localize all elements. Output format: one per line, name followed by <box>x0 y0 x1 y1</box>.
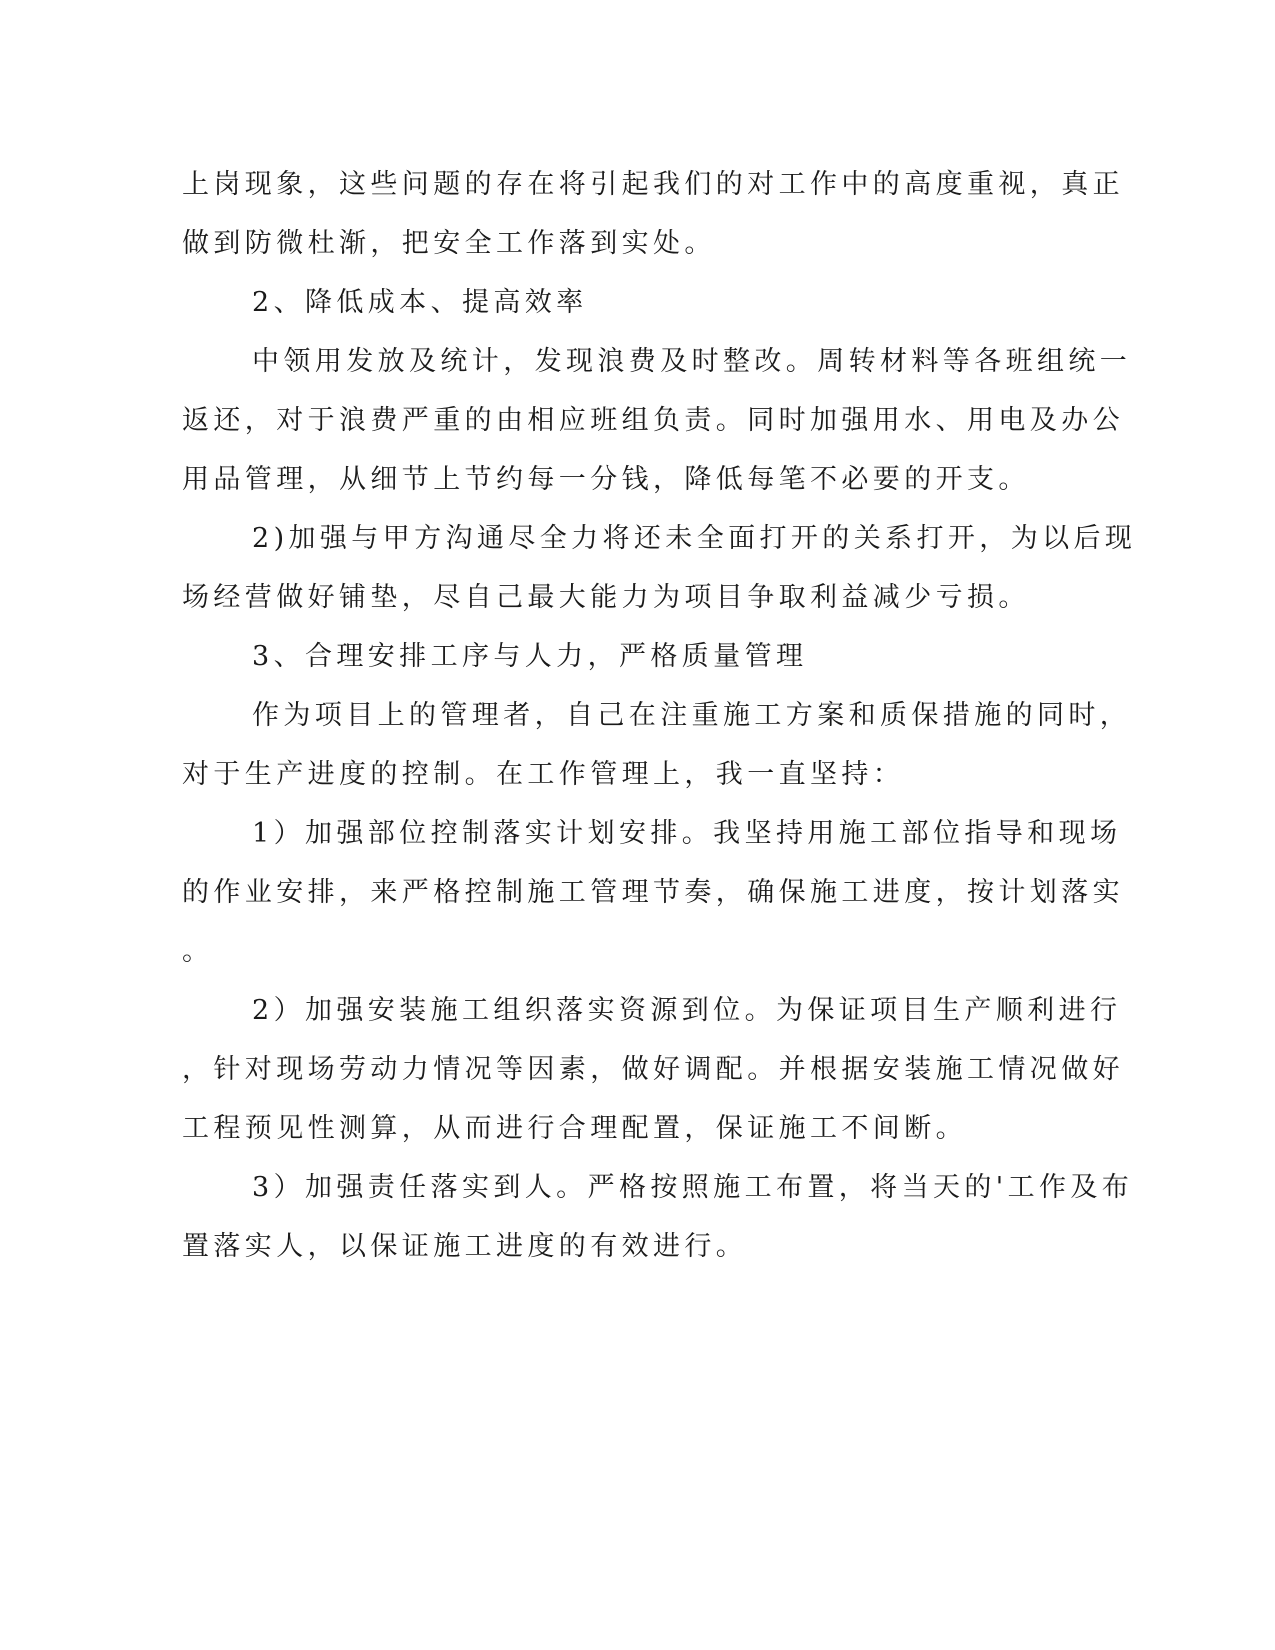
text-line: 置落实人，以保证施工进度的有效进行。 <box>182 1231 748 1262</box>
text-line: 用品管理，从细节上节约每一分钱，降低每笔不必要的开支。 <box>182 464 1030 495</box>
text-line: 做到防微杜渐，把安全工作落到实处。 <box>182 228 716 259</box>
text-line: 上岗现象，这些问题的存在将引起我们的对工作中的高度重视，真正 <box>182 169 1124 200</box>
text-line: 2)加强与甲方沟通尽全力将还未全面打开的关系打开，为以后现 <box>252 523 1137 554</box>
text-line: 场经营做好铺垫，尽自己最大能力为项目争取利益减少亏损。 <box>182 582 1030 613</box>
document-body <box>182 155 1137 1276</box>
text-line: 1）加强部位控制落实计划安排。我坚持用施工部位指导和现场 <box>252 818 1122 849</box>
text-line: 2）加强安装施工组织落实资源到位。为保证项目生产顺利进行 <box>252 995 1122 1026</box>
text-line: ，针对现场劳动力情况等因素，做好调配。并根据安装施工情况做好 <box>182 1054 1124 1085</box>
text-line: 3）加强责任落实到人。严格按照施工布置，将当天的'工作及布 <box>252 1172 1134 1203</box>
text-line: 工程预见性测算，从而进行合理配置，保证施工不间断。 <box>182 1113 967 1144</box>
section-heading: 3、合理安排工序与人力，严格质量管理 <box>252 641 808 672</box>
section-heading: 2、降低成本、提高效率 <box>252 287 588 318</box>
text-line: 。 <box>182 936 214 967</box>
text-line: 对于生产进度的控制。在工作管理上，我一直坚持： <box>182 759 905 790</box>
text-line: 返还，对于浪费严重的由相应班组负责。同时加强用水、用电及办公 <box>182 405 1124 436</box>
text-line: 作为项目上的管理者，自己在注重施工方案和质保措施的同时， <box>252 700 1132 731</box>
text-line: 的作业安排，来严格控制施工管理节奏，确保施工进度，按计划落实 <box>182 877 1124 908</box>
text-line: 中领用发放及统计，发现浪费及时整改。周转材料等各班组统一 <box>252 346 1132 377</box>
